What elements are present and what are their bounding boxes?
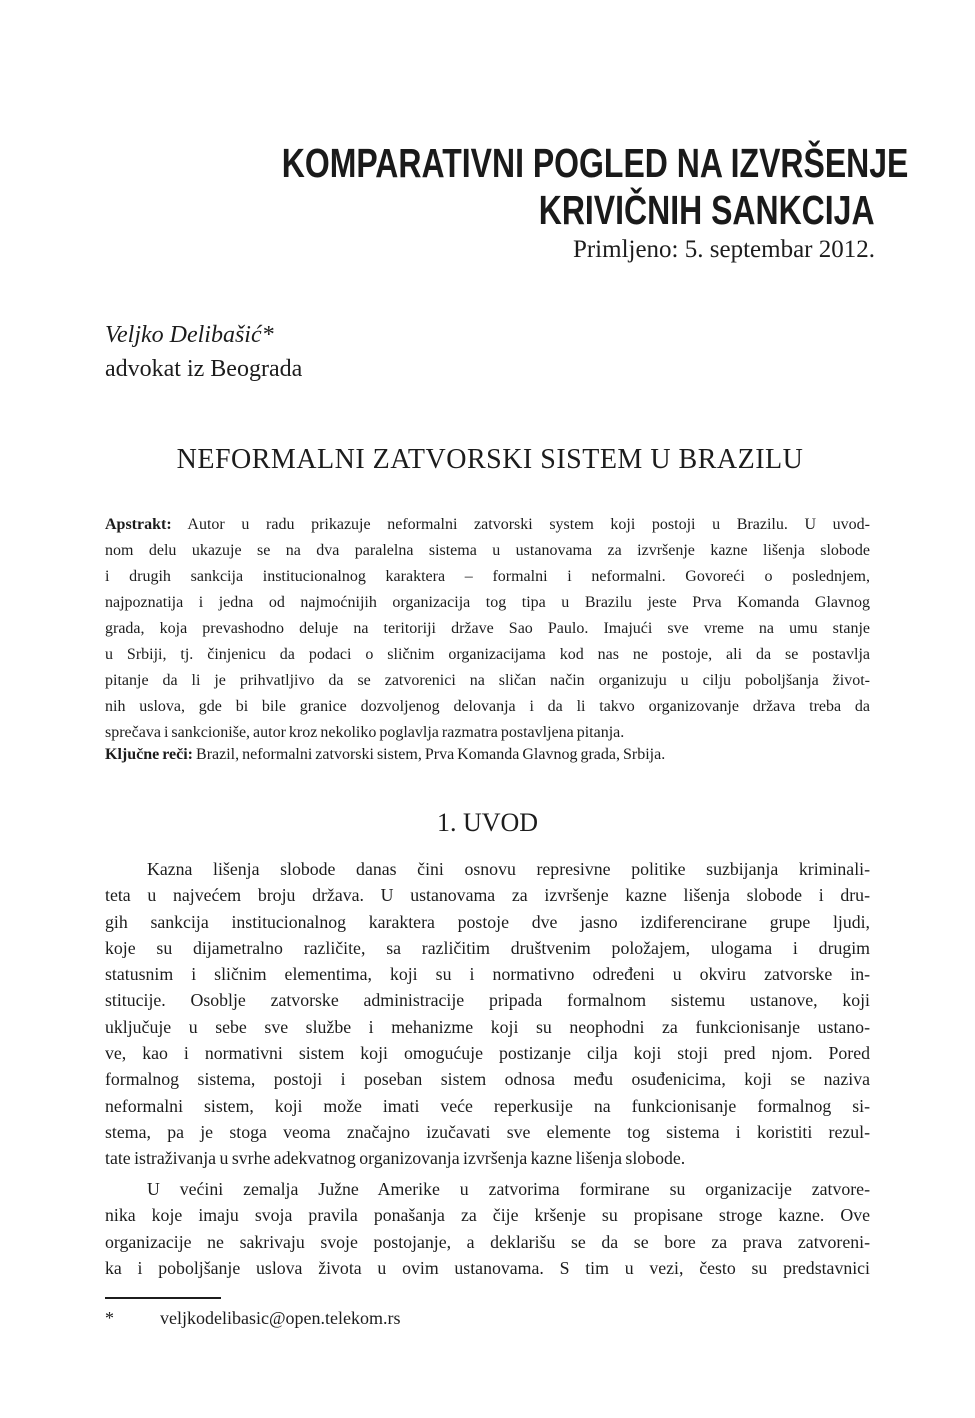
text-line: sprečava i sankcioniše, autor kroz nekoliko poglavlja razmatra postavljena pitanja.	[105, 724, 625, 741]
text-line: stema, pa je stoga veoma značajno izučavati sve elemente tog sistema i koristiti rezul-	[105, 1121, 870, 1142]
author-block	[105, 318, 875, 386]
footnote-email: veljkodelibasic@open.telekom.rs	[160, 1308, 401, 1328]
received-date: Primljeno: 5. septembar 2012.	[572, 236, 875, 263]
text-line: ka i poboljšanje uslova života u ovim ustanovama. S tim u vezi, često su predstavnici	[105, 1257, 870, 1278]
main-title	[105, 140, 909, 234]
text-line: i drugih sankcija institucionalnog karaktera – formalni i neformalni. Govoreći o poslednjem,	[105, 568, 870, 585]
author-name: Veljko Delibašić*	[105, 322, 274, 348]
text-line: U većini zemalja Južne Amerike u zatvorima formirane su organizacije zatvore-	[147, 1179, 870, 1199]
bold-lead-label: Apstrakt:	[105, 516, 172, 533]
footnote-marker: *	[105, 1308, 114, 1328]
text-line: Apstrakt: Autor u radu prikazuje neformalni zatvorski system koji postoji u Brazilu. U uvod-	[105, 516, 870, 533]
bold-lead-label: Ključne reči:	[105, 746, 194, 763]
text-line: pitanje da li je prihvatljivo da se zatvorenici na sličan način organizuju u cilju poboljšanja život-	[105, 672, 870, 689]
body-paragraph-1	[105, 856, 870, 1172]
text-line: teta u najvećem broju država. U ustanovama za izvršenje kazne lišenja slobode i dru-	[105, 885, 870, 906]
text-line: statusnim i sličnim elementima, koji su i normativno određeni u okviru zatvorske in-	[105, 964, 870, 985]
text-line: tate istraživanja u svrhe adekvatnog organizovanja izvršenja kazne lišenja slobode.	[105, 1148, 686, 1169]
text-line: nom delu ukazuje se na dva paralelna sistema u ustanovama za izvršenje kazne lišenja slobode	[105, 542, 870, 559]
article-title: NEFORMALNI ZATVORSKI SISTEM U BRAZILU	[176, 444, 804, 475]
text-line: koje su dijametralno različite, sa različitim društvenim položajem, ulogama i drugim	[105, 937, 870, 958]
main-title-line-1: KOMPARATIVNI POGLED NA IZVRŠENJE	[281, 140, 909, 186]
body-paragraph-2	[105, 1176, 870, 1281]
text-line: gih sankcija institucionalnog karaktera postoje dve jasno izdiferencirane grupe ljudi,	[105, 911, 870, 932]
section-heading-uvod: 1. UVOD	[436, 808, 539, 837]
text-line: u Srbiji, tj. činjenicu da podaci o sličnim organizacijama kod nas ne postoje, ali da se postavlja	[105, 646, 870, 663]
abstract	[105, 512, 870, 746]
author-affiliation: advokat iz Beograda	[105, 356, 303, 382]
text-line: uključuje u sebe sve službe i mehanizme koji su neophodni za funkcionisanje ustano-	[105, 1016, 870, 1037]
text-line: stitucije. Osoblje zatvorske administracije pripada formalnom sistemu ustanove, koji	[105, 990, 870, 1011]
text-line: Kazna lišenja slobode danas čini osnovu represivne politike suzbijanja kriminali-	[147, 859, 870, 879]
footnote	[105, 1306, 870, 1330]
text-line: ve, kao i normativni sistem koji omogućuje postizanje cilja koji stoji pred njom. Pored	[105, 1043, 870, 1064]
text-line: Ključne reči: Brazil, neformalni zatvorski sistem, Prva Komanda Glavnog grada, Srbija.	[105, 746, 666, 763]
text-line: grada, koja prevashodno deluje na teritoriji države Sao Paulo. Imajući sve vreme na umu stanje	[105, 620, 870, 637]
text-line: neformalni sistem, koji može imati veće reperkusije na funkcionisanje formalnog si-	[105, 1095, 870, 1116]
main-title-line-2: KRIVIČNIH SANKCIJA	[539, 187, 875, 233]
text-line: formalnog sistema, postoji i poseban sistem odnosa među osuđenicima, koji se naziva	[105, 1069, 870, 1090]
text-line: nih uslova, gde bi bile granice dozvoljenog delovanja i da li takvo organizovanje država treba da	[105, 698, 870, 715]
keywords	[105, 742, 870, 768]
text-line: organizacije ne sakrivaju svoje postojanje, a deklarišu se da se bore za prava zatvoreni-	[105, 1231, 870, 1252]
text-line: najpoznatija i jedna od najmoćnijih organizacija tog tipa u Brazilu jeste Prva Komanda Glavnog	[105, 594, 870, 611]
text-line: nika koje imaju svoja pravila ponašanja za čije kršenje su propisane stroge kazne. Ove	[105, 1205, 870, 1226]
footnote-divider	[105, 1297, 221, 1299]
